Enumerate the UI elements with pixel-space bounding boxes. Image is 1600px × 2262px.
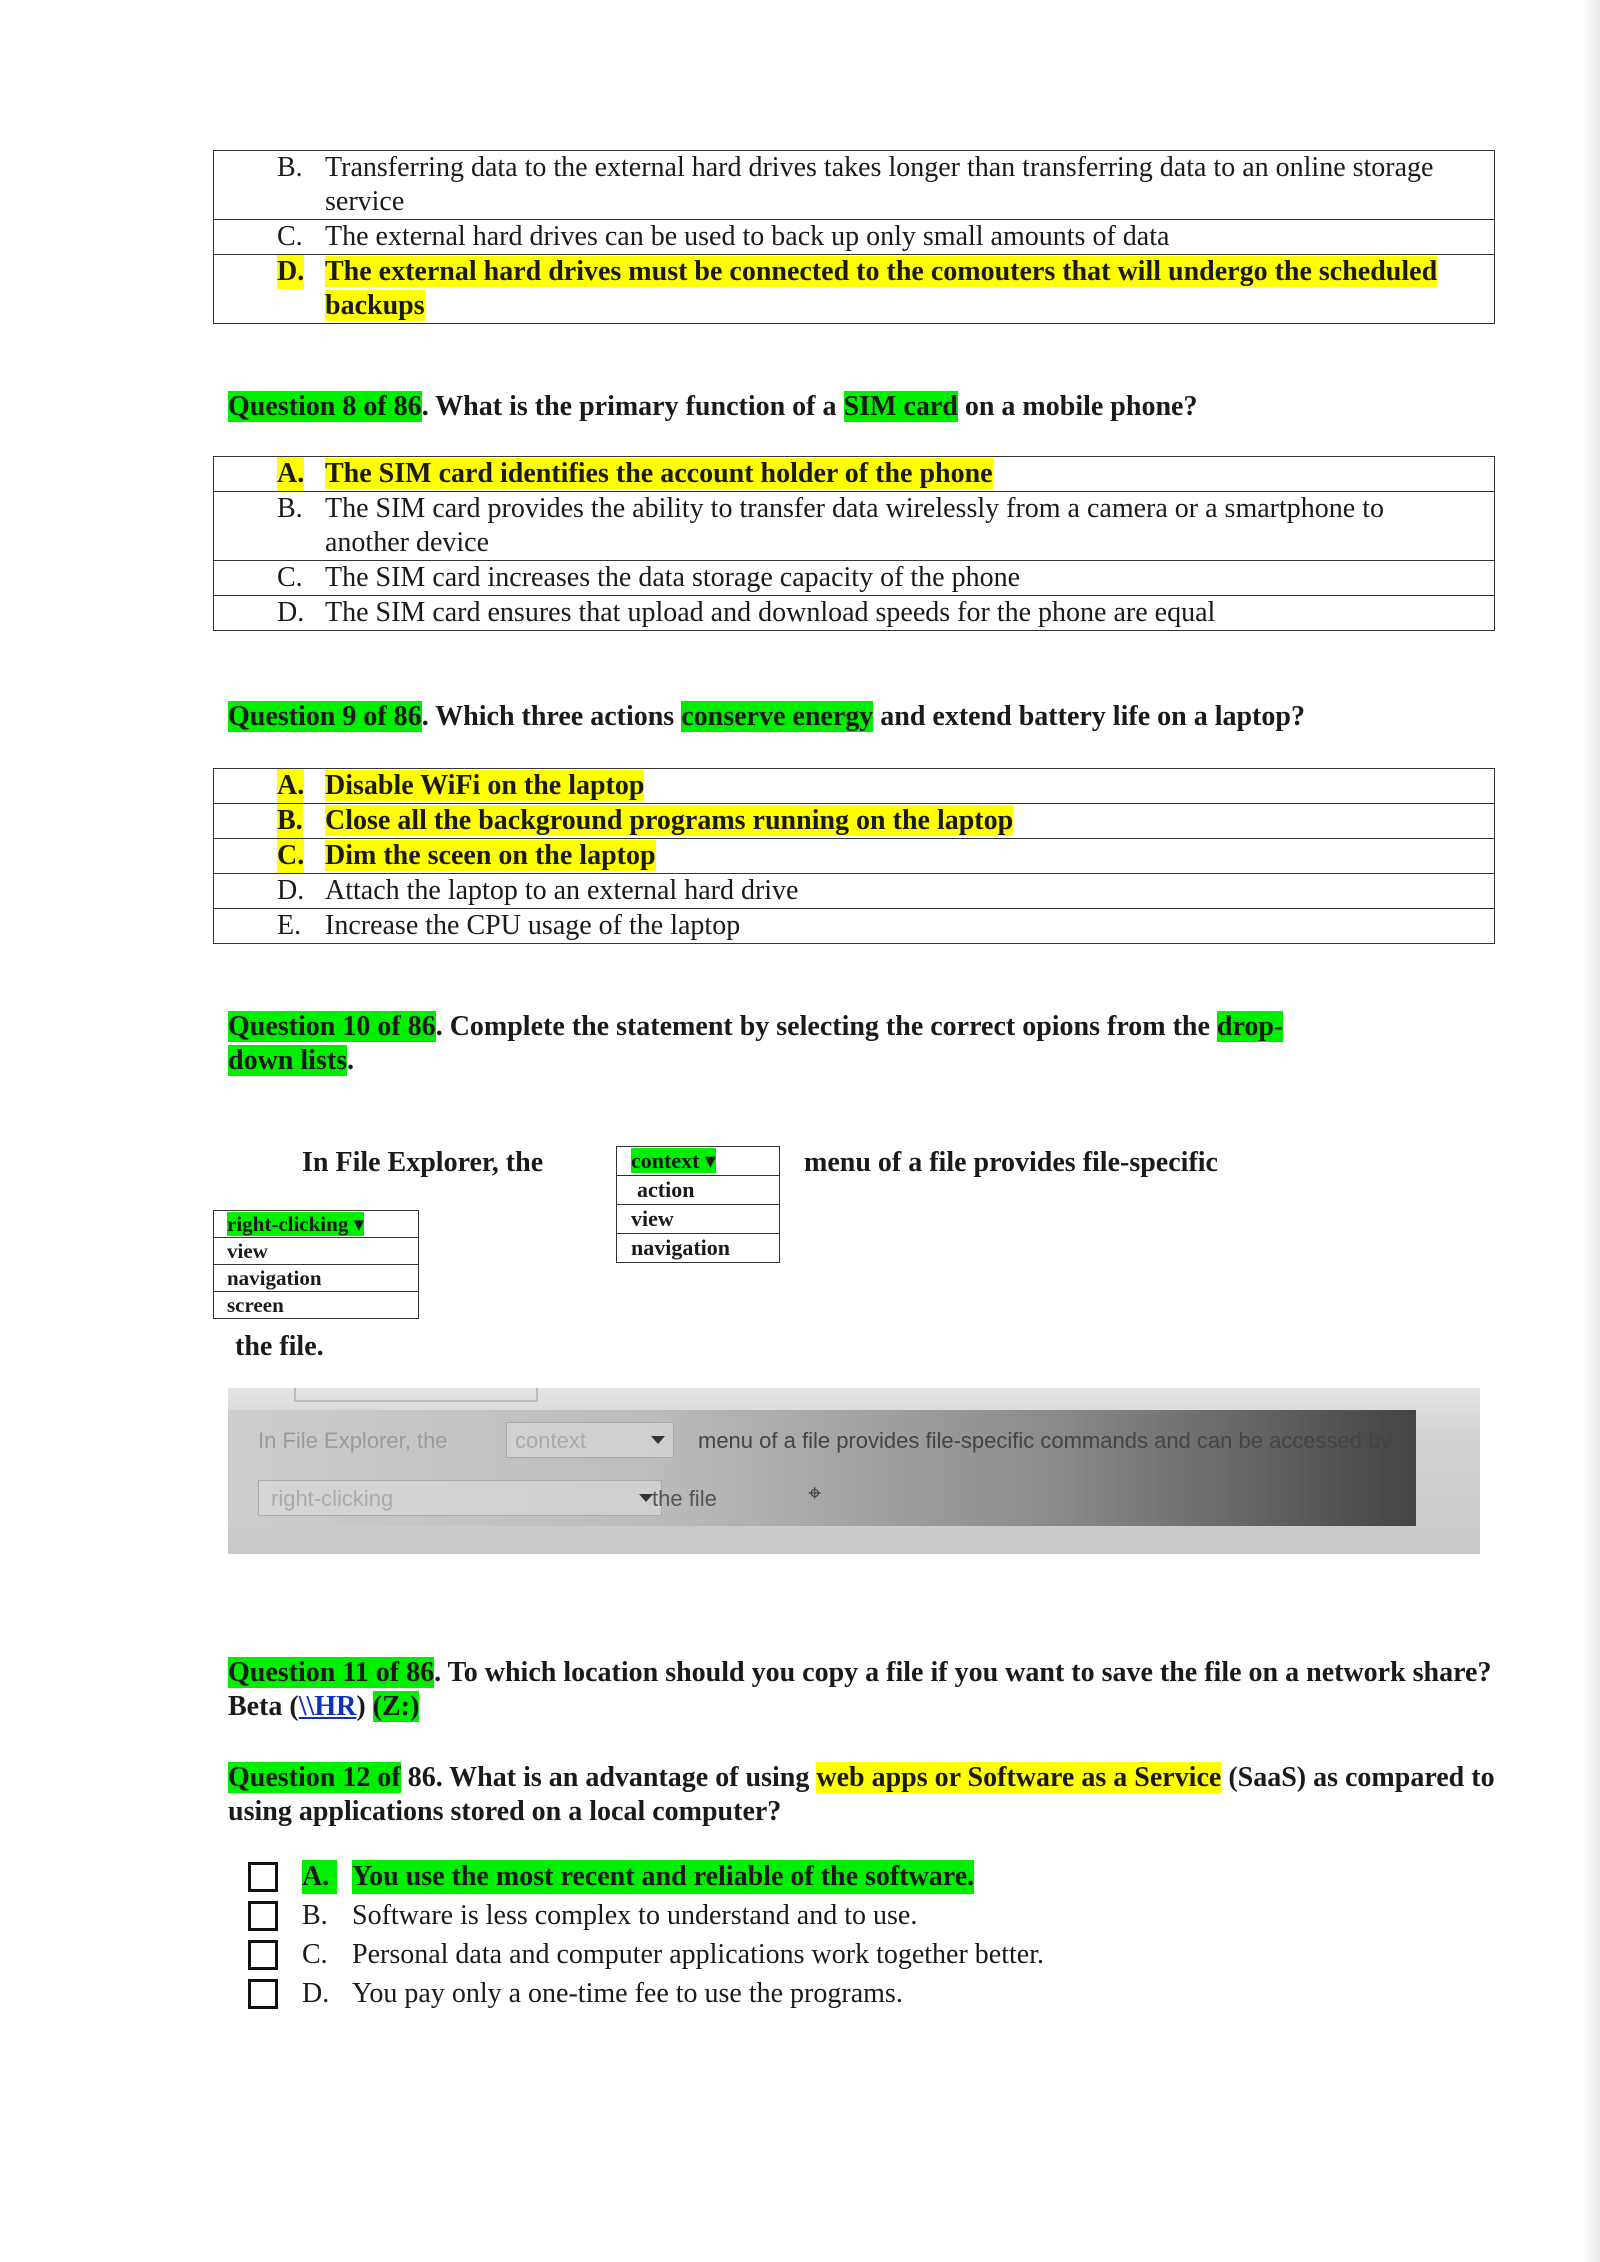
dropdown-selected[interactable]: right-clicking ▾ <box>227 1212 365 1236</box>
q10-statement-part3: the file. <box>235 1331 324 1362</box>
option-letter: C. <box>302 1939 328 1970</box>
photo-select-value: context <box>515 1428 586 1453</box>
q10-question <box>228 1010 1378 1078</box>
question-highlight: conserve energy <box>681 701 874 732</box>
question-number: Question 10 of 86 <box>228 1011 436 1042</box>
question-highlight: SIM card <box>843 391 958 422</box>
question-number: Question 11 of 86 <box>228 1657 435 1688</box>
question-text: . Which three actions <box>421 701 682 732</box>
dropdown-option[interactable]: view <box>617 1204 779 1233</box>
q8-option-a <box>214 457 1494 491</box>
option-letter: C. <box>277 221 303 252</box>
option-text: Close all the background programs running on the laptop <box>325 805 1014 836</box>
q7-answer-table <box>213 150 1495 324</box>
question-text-end: on a mobile phone? <box>957 391 1198 422</box>
dropdown-option[interactable]: screen <box>214 1291 418 1318</box>
option-letter: C. <box>277 562 303 593</box>
question-text-end: and extend battery life on a laptop? <box>873 701 1305 732</box>
checkbox[interactable] <box>248 1979 278 2009</box>
question-text: 86. What is an advantage of using <box>400 1762 817 1793</box>
option-letter: D. <box>277 256 305 287</box>
option-text: The external hard drives can be used to back up only small amounts of data <box>325 221 1170 252</box>
question-text-mid: ) <box>356 1691 373 1722</box>
option-letter: D. <box>277 875 305 906</box>
q10-statement-part2: menu of a file provides file-specific <box>804 1147 1218 1178</box>
photo-select-value: right-clicking <box>271 1486 394 1511</box>
question-number: Question 12 of <box>228 1762 401 1793</box>
q9-option-b <box>214 803 1494 838</box>
hr-share-link[interactable]: \\HR <box>298 1691 357 1722</box>
answer-photo <box>228 1388 1480 1554</box>
photo-action-select <box>258 1480 662 1516</box>
option-text: The SIM card identifies the account holder of the phone <box>325 458 993 489</box>
dropdown-option[interactable]: view <box>214 1237 418 1264</box>
question-text: . Complete the statement by selecting the correct opions from the <box>435 1011 1217 1042</box>
question-answer-highlight: (Z:) <box>372 1691 420 1722</box>
question-text-end: (SaaS) as compared to using applications stored on a local computer? <box>228 1762 1495 1827</box>
photo-text-line1-start: In File Explorer, the <box>258 1428 448 1453</box>
q7-option-c <box>214 219 1494 254</box>
option-letter: A. <box>277 458 305 489</box>
action-dropdown[interactable] <box>213 1210 419 1319</box>
photo-frame-edge <box>294 1388 538 1402</box>
option-text: Dim the sceen on the laptop <box>325 840 656 871</box>
q9-answer-table <box>213 768 1495 944</box>
q8-option-b <box>214 491 1494 560</box>
question-text: . To which location should you copy a file if you want to save the file on a network share? Beta ( <box>228 1657 1492 1722</box>
q9-option-c <box>214 838 1494 873</box>
page-edge-shadow <box>1582 0 1600 2262</box>
chevron-down-icon <box>651 1436 665 1444</box>
cursor-icon: ⌖ <box>808 1480 822 1507</box>
option-letter: D. <box>277 597 305 628</box>
option-text: Transferring data to the external hard drives takes longer than transferring data to an online storage service <box>325 152 1434 217</box>
option-text: The SIM card provides the ability to transfer data wirelessly from a camera or a smartphone to another device <box>325 493 1384 558</box>
option-letter: B. <box>277 152 303 183</box>
option-text: You pay only a one-time fee to use the programs. <box>352 1978 903 2009</box>
q11-question <box>228 1656 1518 1724</box>
photo-text-line2-end: the file <box>652 1486 717 1511</box>
q8-answer-table <box>213 456 1495 631</box>
dropdown-option[interactable]: navigation <box>214 1264 418 1291</box>
option-text: Software is less complex to understand and to use. <box>352 1900 918 1931</box>
option-letter: D. <box>302 1978 330 2009</box>
question-highlight: web apps or Software as a Service <box>816 1762 1222 1793</box>
context-dropdown[interactable] <box>616 1146 780 1263</box>
dropdown-option[interactable]: action <box>617 1175 779 1204</box>
option-letter: B. <box>277 805 303 836</box>
checkbox[interactable] <box>248 1940 278 1970</box>
option-text: You use the most recent and reliable of the software. <box>352 1861 975 1892</box>
q8-option-c <box>214 560 1494 595</box>
option-text: The SIM card increases the data storage capacity of the phone <box>325 562 1021 593</box>
q10-statement-part1: In File Explorer, the <box>302 1147 544 1178</box>
q7-option-d <box>214 254 1494 323</box>
chevron-down-icon <box>639 1494 653 1502</box>
option-letter: E. <box>277 910 302 941</box>
option-letter: A. <box>277 770 305 801</box>
q9-option-e <box>214 908 1494 943</box>
checkbox[interactable] <box>248 1901 278 1931</box>
question-number: Question 8 of 86 <box>228 391 422 422</box>
option-letter: A. <box>302 1860 337 1894</box>
q8-question <box>228 390 1518 424</box>
option-letter: B. <box>302 1900 328 1931</box>
option-text: Attach the laptop to an external hard drive <box>325 875 799 906</box>
q7-option-b <box>214 151 1494 219</box>
question-highlight-cont: down lists <box>228 1045 348 1076</box>
photo-context-select <box>506 1422 674 1458</box>
q9-option-a <box>214 769 1494 803</box>
checkbox[interactable] <box>248 1862 278 1892</box>
q9-option-d <box>214 873 1494 908</box>
option-text: Disable WiFi on the laptop <box>325 770 645 801</box>
option-text: Personal data and computer applications work together better. <box>352 1939 1045 1970</box>
dropdown-selected[interactable]: context ▾ <box>631 1148 716 1173</box>
option-letter: B. <box>277 493 303 524</box>
option-text: The external hard drives must be connected to the comouters that will undergo the scheduled backups <box>325 256 1438 321</box>
question-highlight: drop- <box>1216 1011 1284 1042</box>
question-text-end: . <box>347 1045 355 1076</box>
photo-text-line1-end: menu of a file provides file-specific commands and can be accessed by <box>698 1428 1392 1453</box>
question-text: . What is the primary function of a <box>421 391 844 422</box>
dropdown-option[interactable]: navigation <box>617 1233 779 1262</box>
option-letter: C. <box>277 840 305 871</box>
question-number: Question 9 of 86 <box>228 701 422 732</box>
option-text: Increase the CPU usage of the laptop <box>325 910 741 941</box>
q12-question <box>228 1761 1518 1829</box>
q8-option-d <box>214 595 1494 630</box>
q9-question <box>228 700 1518 734</box>
option-text: The SIM card ensures that upload and download speeds for the phone are equal <box>325 597 1216 628</box>
